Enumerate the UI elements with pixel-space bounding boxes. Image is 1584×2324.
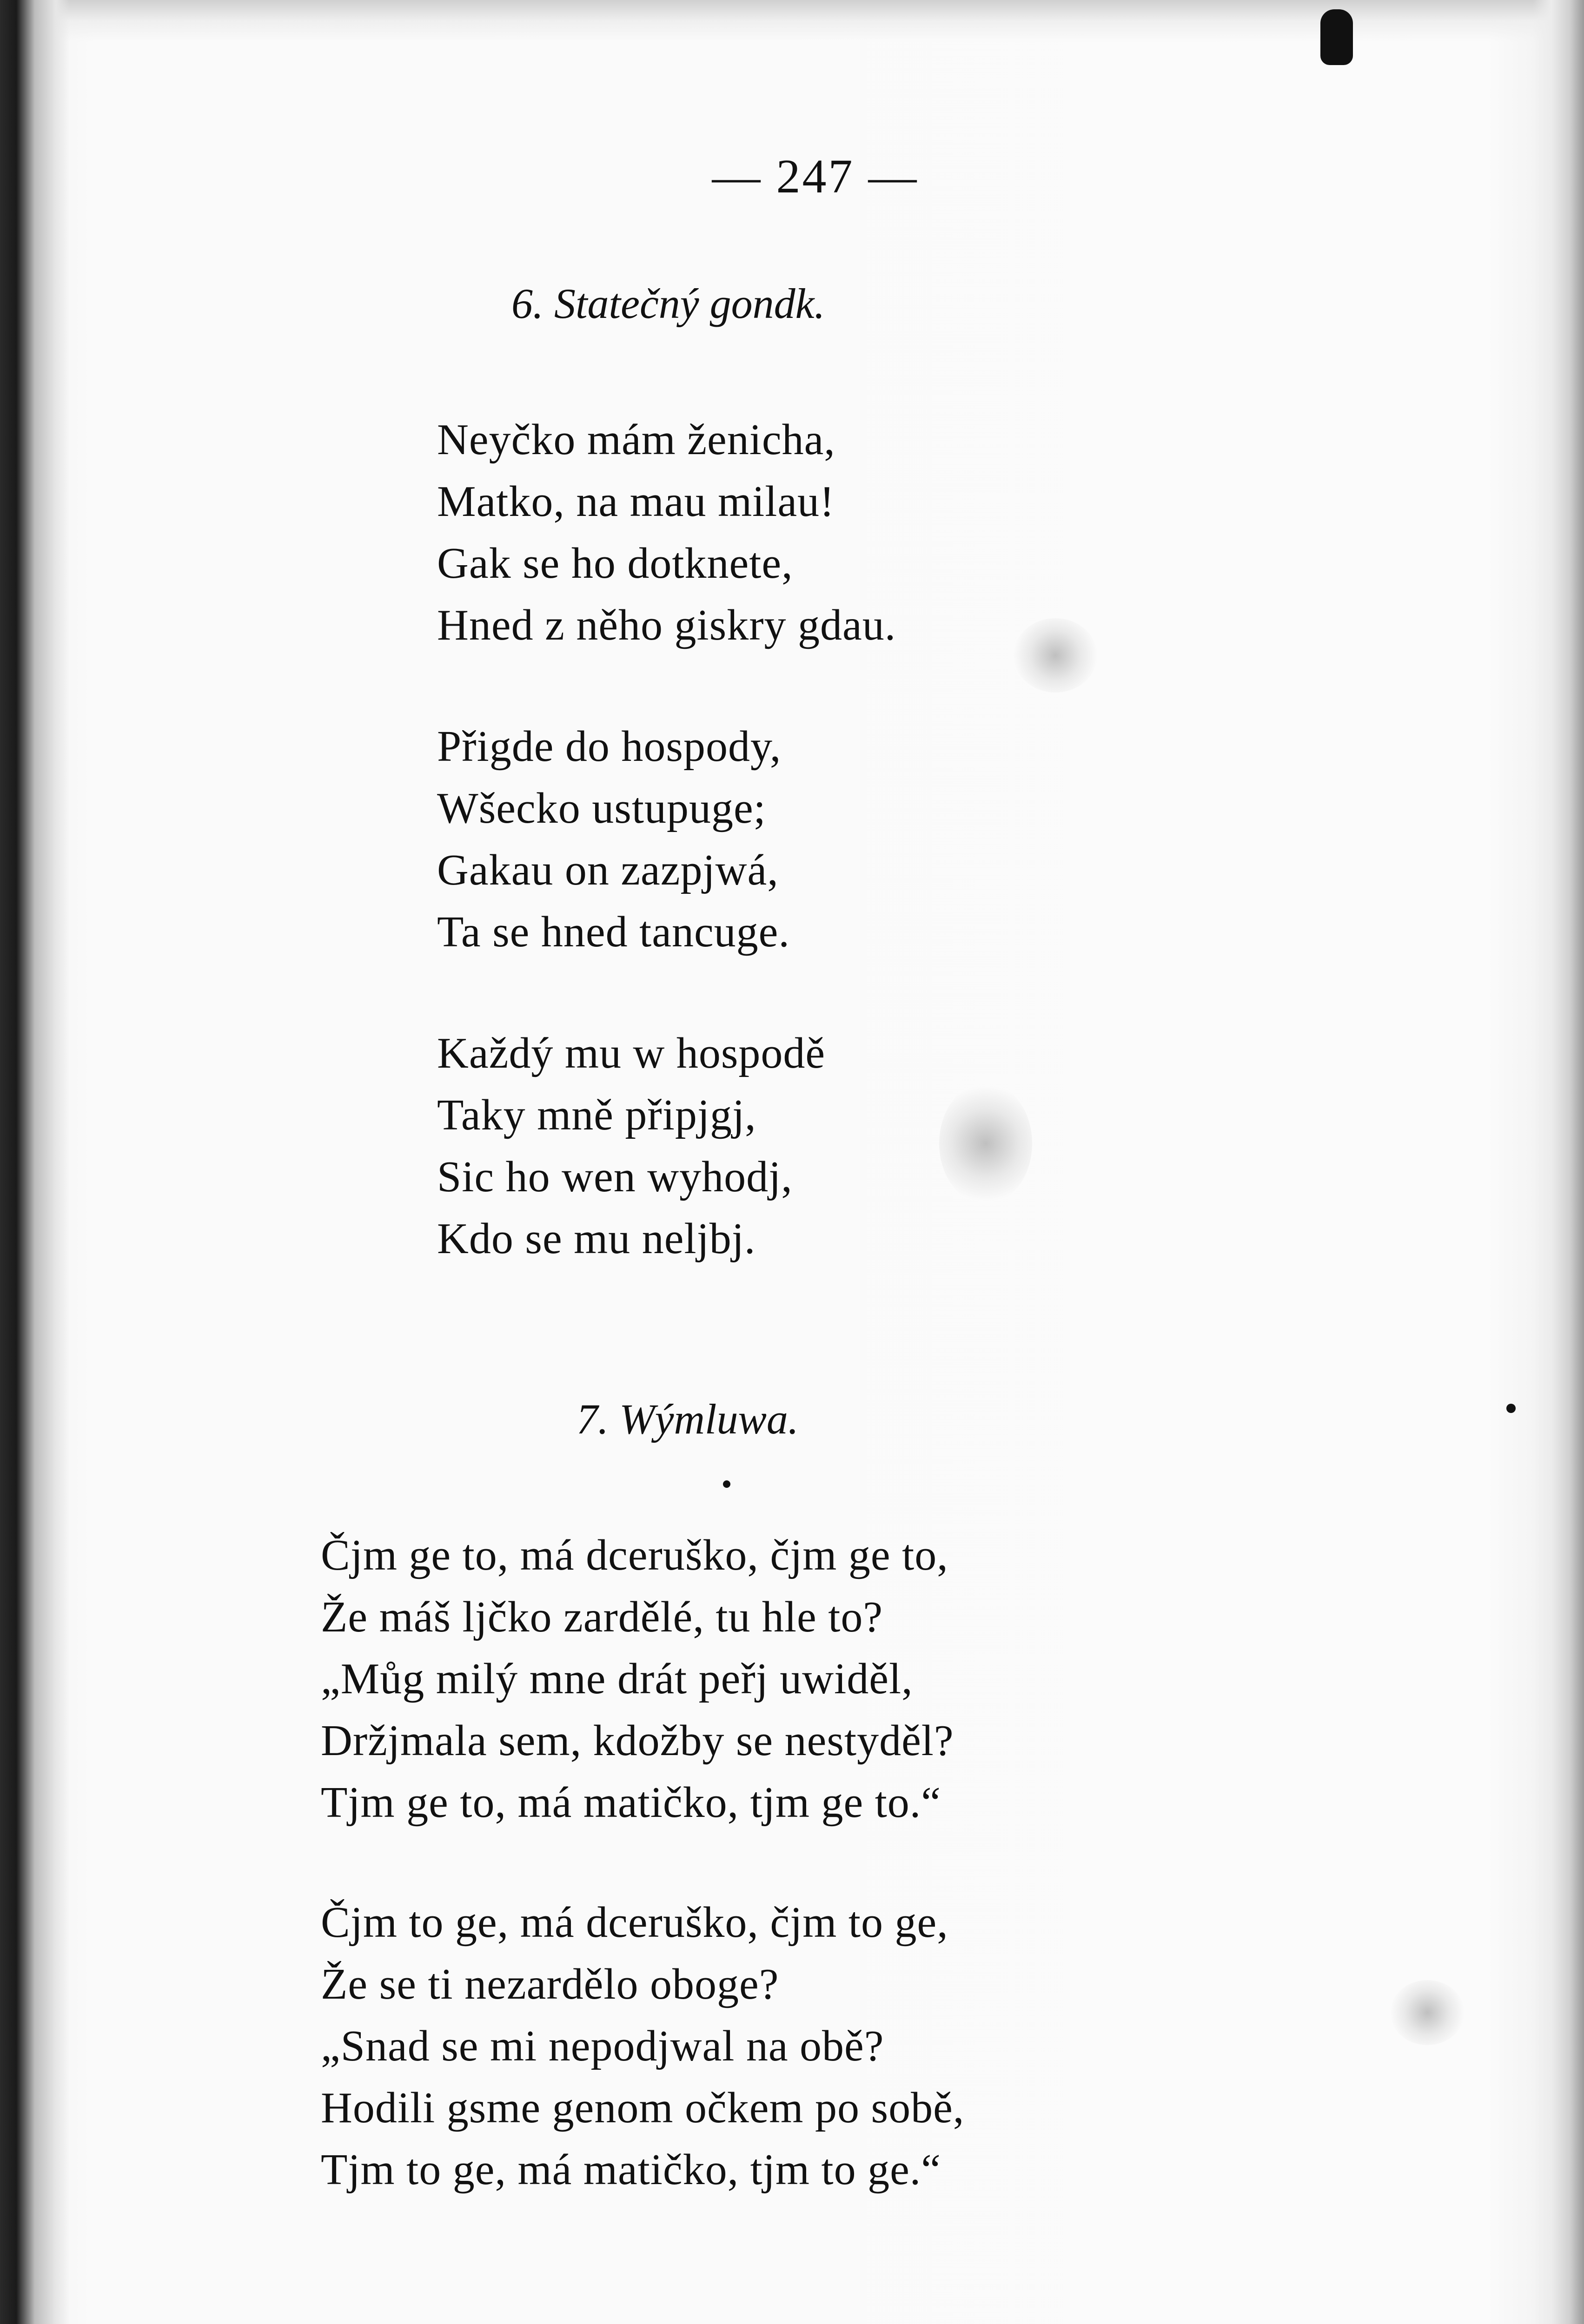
scan-artifact-mark xyxy=(1320,9,1353,65)
verse-line: Čjm ge to, má dceruško, čjm ge to, xyxy=(321,1531,948,1579)
scan-edge-left xyxy=(0,0,70,2324)
verse-line: Gak se ho dotknete, xyxy=(437,539,793,588)
ink-smudge xyxy=(1014,618,1097,693)
verse-line: Ta se hned tancuge. xyxy=(437,908,790,956)
scan-edge-right xyxy=(1533,0,1584,2324)
verse-line: Kdo se mu neljbj. xyxy=(437,1215,756,1263)
stanza xyxy=(321,1892,964,2201)
verse-line: Wšecko ustupuge; xyxy=(437,784,766,832)
verse-line: Sic ho wen wyhodj, xyxy=(437,1153,793,1201)
page-number: — 247 — xyxy=(712,150,919,203)
ink-smudge xyxy=(1390,1980,1465,2045)
poem-title: 6. Statečný gondk. xyxy=(511,280,825,327)
verse-line: Gakau on zazpjwá, xyxy=(437,846,779,894)
verse-line: Hned z něho giskry gdau. xyxy=(437,601,896,649)
verse-line: „Snad se mi nepodjwal na obě? xyxy=(321,2022,884,2070)
stanza xyxy=(321,1525,954,1834)
stanza xyxy=(437,1023,825,1270)
verse-line: Že se ti nezardělo oboge? xyxy=(321,1960,779,2008)
ink-dot xyxy=(1506,1404,1516,1413)
verse-line: Matko, na mau milau! xyxy=(437,477,835,526)
poem-title: 7. Wýmluwa. xyxy=(577,1395,799,1443)
verse-line: Přigde do hospody, xyxy=(437,722,782,771)
verse-line: Držjmala sem, kdožby se nestyděl? xyxy=(321,1717,954,1765)
stanza xyxy=(437,409,896,656)
verse-line: „Můg milý mne drát peřj uwiděl, xyxy=(321,1655,913,1703)
verse-line: Tjm ge to, má matičko, tjm ge to.“ xyxy=(321,1778,941,1827)
verse-line: Neyčko mám ženicha, xyxy=(437,416,835,464)
verse-line: Čjm to ge, má dceruško, čjm to ge, xyxy=(321,1898,948,1947)
ink-dot xyxy=(723,1480,730,1488)
stanza xyxy=(437,716,790,963)
verse-line: Každý mu w hospodě xyxy=(437,1029,826,1077)
verse-line: Že máš ljčko zardělé, tu hle to? xyxy=(321,1593,883,1641)
verse-line: Taky mně připjgj, xyxy=(437,1091,756,1139)
verse-line: Hodili gsme genom očkem po sobě, xyxy=(321,2084,965,2132)
verse-line: Tjm to ge, má matičko, tjm to ge.“ xyxy=(321,2146,941,2194)
ink-smudge xyxy=(939,1083,1032,1204)
